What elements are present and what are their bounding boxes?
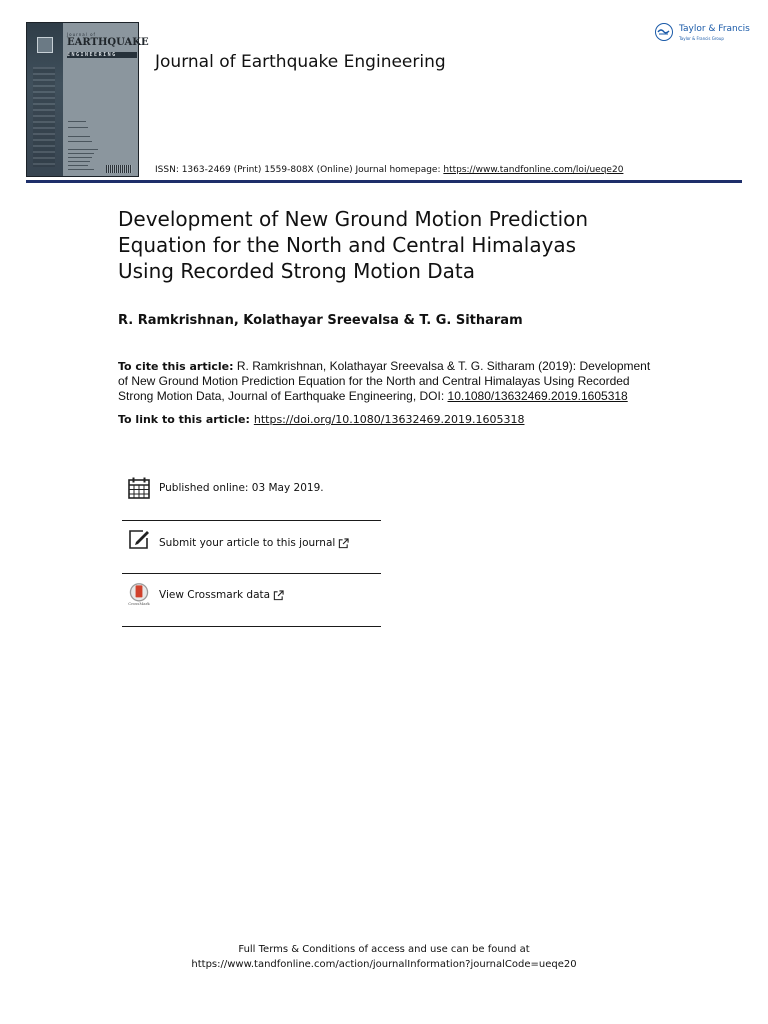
crossmark-link[interactable] [159,589,284,601]
publisher-subname: Taylor & Francis Group [679,36,724,41]
submit-article-link[interactable] [159,537,349,549]
cite-label: To cite this article: [118,360,234,373]
crossmark-icon [127,582,151,606]
cover-text-line [68,149,98,150]
cover-text-line [68,153,94,154]
publisher-logo-icon [655,23,673,41]
published-online-text: Published online: 03 May 2019. [159,482,324,494]
article-title-line: Equation for the North and Central Himalayas [118,233,577,257]
cover-text-line [68,157,92,158]
cover-text-line [68,136,90,137]
article-link-line [118,413,524,426]
article-authors: R. Ramkrishnan, Kolathayar Sreevalsa & T. G. Sitharam [118,313,523,328]
article-title-line: Development of New Ground Motion Prediction [118,207,589,231]
row-divider [122,573,381,574]
journal-title: Journal of Earthquake Engineering [155,52,446,72]
row-divider [122,626,381,627]
article-title-line: Using Recorded Strong Motion Data [118,259,476,283]
citation-line-1 [118,359,658,374]
row-divider [122,520,381,521]
submit-article-text: Submit your article to this journal [159,537,336,549]
crossmark-text: View Crossmark data [159,589,271,601]
doi-link[interactable]: 10.1080/13632469.2019.1605318 [447,389,628,403]
journal-cover-image [26,22,149,177]
publisher-logo [654,22,754,48]
citation-line-2: of New Ground Motion Prediction Equation for the North and Central Himalayas Using Recorded [118,374,630,388]
citation-text: R. Ramkrishnan, Kolathayar Sreevalsa & T. G. Sitharam (2019): Development [233,359,651,373]
external-link-icon [273,590,284,601]
external-link-icon [338,538,349,549]
cover-subtitle: ENGINEERING [67,52,137,58]
cover-title: EARTHQUAKE [67,37,149,48]
footer-terms-link[interactable]: https://www.tandfonline.com/action/journalInformation?journalCode=ueqe20 [191,959,577,970]
cover-barcode [106,165,132,173]
cover-text-line [68,121,86,122]
footer-line-1: Full Terms & Conditions of access and use can be found at [238,944,530,955]
article-title [118,206,678,284]
cover-text-line [68,165,88,166]
journal-homepage-link[interactable]: https://www.tandfonline.com/loi/ueqe20 [443,165,624,175]
crossmark-row[interactable] [122,578,381,618]
cover-text-line [68,141,92,142]
svg-text:CrossMark: CrossMark [128,601,150,607]
cover-text-line [68,161,90,162]
issn-text: ISSN: 1363-2469 (Print) 1559-808X (Online) Journal homepage: [155,165,444,175]
published-online-row [122,470,381,510]
footer-terms [0,942,768,972]
cover-emblem-icon [37,37,53,53]
submit-article-row[interactable] [122,524,381,564]
link-label: To link to this article: [118,413,250,426]
cover-small-text: Journal of [67,32,96,37]
publisher-name: Taylor & Francis [679,24,750,34]
citation-text: Strong Motion Data, Journal of Earthquake Engineering, DOI: [118,389,448,403]
edit-icon [127,528,151,552]
article-doi-url-link[interactable]: https://doi.org/10.1080/13632469.2019.1605318 [253,413,525,426]
citation-line-3 [118,389,658,404]
cover-text-line [68,169,94,170]
issn-line [155,165,623,175]
cover-text-line [68,127,88,128]
citation-block [118,359,658,404]
calendar-icon [127,476,151,500]
header-divider [26,180,742,183]
